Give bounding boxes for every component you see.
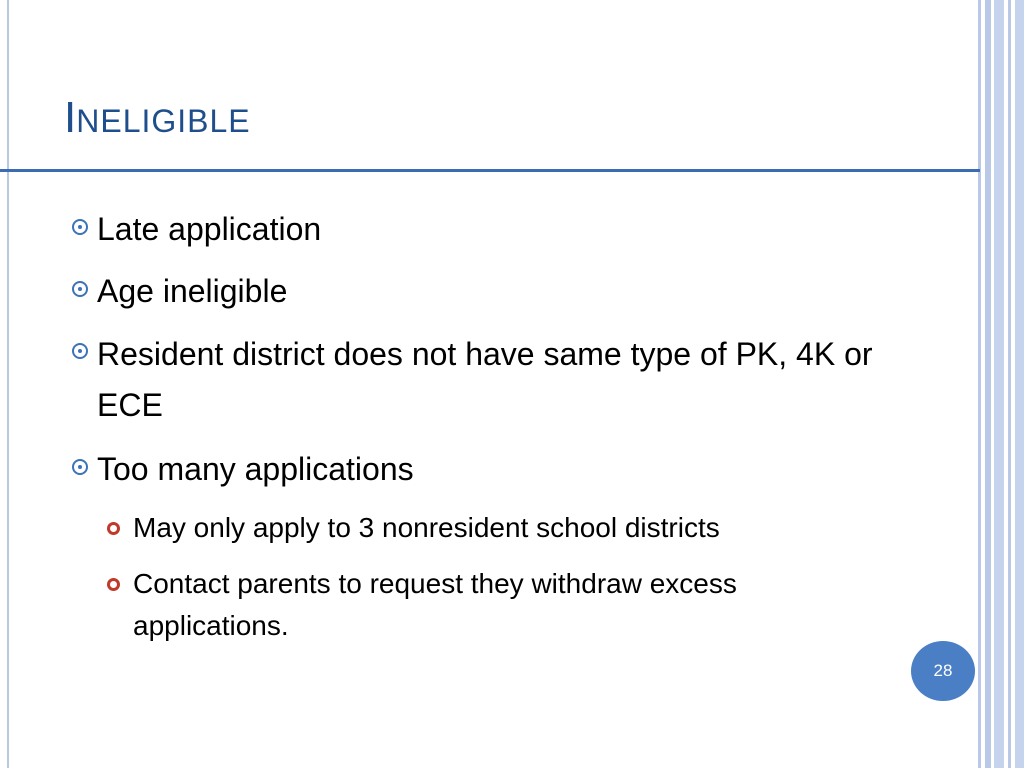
decorative-stripe xyxy=(1008,0,1011,768)
bullet-item xyxy=(64,267,884,315)
decorative-stripe xyxy=(978,0,981,768)
circle-bullet-icon xyxy=(72,343,88,359)
ring-bullet-icon xyxy=(107,522,120,535)
decorative-stripe xyxy=(985,0,991,768)
slide-title-initial: I xyxy=(64,93,77,142)
bullet-text: Resident district does not have same type of PK, 4K or ECE xyxy=(97,336,873,423)
decorative-stripe xyxy=(1015,0,1024,768)
sub-bullet-text: May only apply to 3 nonresident school districts xyxy=(133,512,720,543)
title-divider xyxy=(0,169,980,172)
ring-bullet-icon xyxy=(107,578,120,591)
sub-bullet-text: Contact parents to request they withdraw excess applications. xyxy=(133,568,737,641)
slide-title xyxy=(64,93,251,142)
bullet-text: Late application xyxy=(97,211,322,247)
bullet-list xyxy=(64,205,884,661)
slide-title-rest: NELIGIBLE xyxy=(76,103,251,139)
bullet-item xyxy=(64,445,884,493)
sub-bullet-item xyxy=(105,507,893,549)
decorative-stripe xyxy=(994,0,1004,768)
circle-bullet-icon xyxy=(72,219,88,235)
bullet-text: Age ineligible xyxy=(97,273,288,309)
bullet-item xyxy=(64,205,884,253)
page-number-badge: 28 xyxy=(911,641,975,701)
circle-bullet-icon xyxy=(72,281,88,297)
bullet-item xyxy=(64,329,877,431)
bullet-text: Too many applications xyxy=(97,451,414,487)
left-border xyxy=(7,0,9,768)
sub-bullet-item xyxy=(105,563,893,647)
circle-bullet-icon xyxy=(72,459,88,475)
